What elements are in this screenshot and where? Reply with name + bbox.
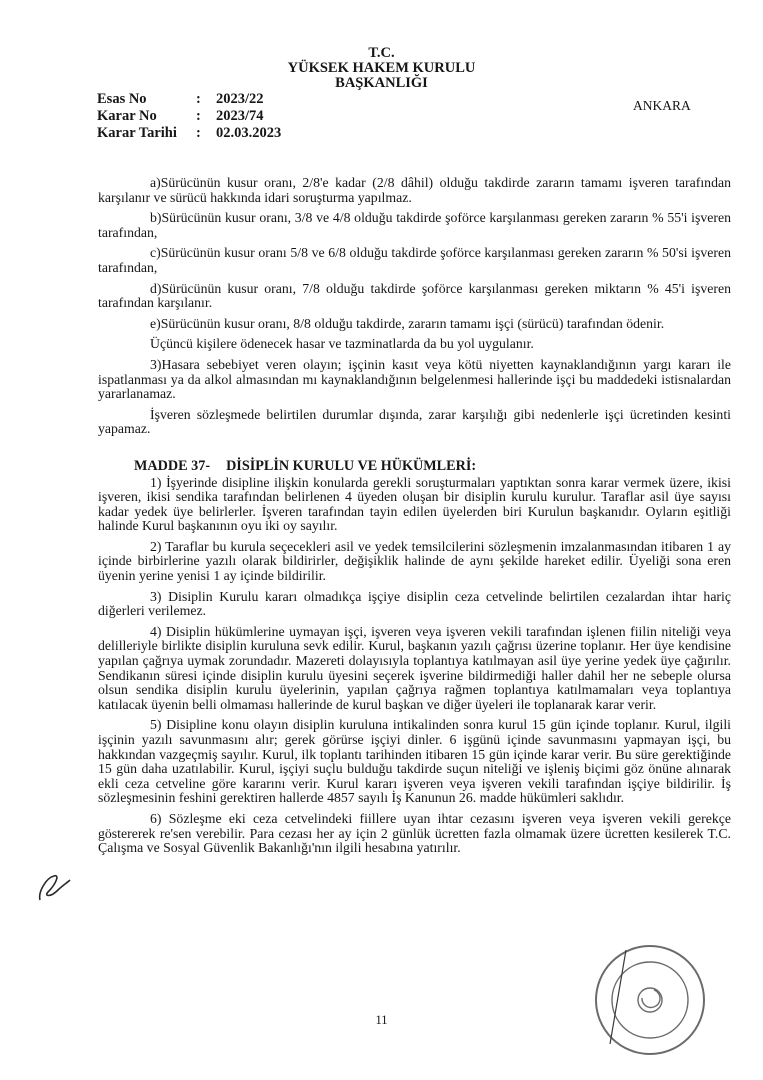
paragraph-driver-fault-a: a)Sürücünün kusur oranı, 2/8'e kadar (2/8 dâhil) olduğu takdirde zararın tamamı işveren tarafından karşılanır ve sürücü hakkında idari soruşturma yapılmaz. [98,175,731,205]
header-presidency: BAŞKANLIĞI [335,75,428,91]
decision-date-separator: : [196,125,201,141]
page-number: 11 [375,1013,388,1027]
case-info [97,91,281,142]
paragraph-article-2: 2) Taraflar bu kurula seçecekleri asil ve yedek temsilcilerini sözleşmenin imzalanmasından itibaren 1 ay içinde birbirlerine yazılı olarak bildirirler, değişiklik halinde de aynı şekilde hareket edilir. Üyeliği sona eren üyenin yerine yenisi 1 ay içinde bildirilir. [98,538,731,584]
paragraph-driver-fault-b: b)Sürücünün kusur oranı, 3/8 ve 4/8 olduğu takdirde şoförce karşılanması gereken zararın % 55'i işveren tarafından, [98,210,731,240]
decision-date-value: 02.03.2023 [216,125,282,141]
case-number-row [97,91,281,108]
paragraph-article-4: 4) Disiplin hükümlerine uymayan işçi, işveren veya işveren vekili tarafından işlenen fiilin niteliği veya delilleriyle birlikte disiplin kuruluna sevk edilir. Kurul, başkanın yazılı çağrısı üzerine toplanır. Her üye kendisine yapılan çağrıya uymak zorundadır. Mazereti dolayısıyla toplantıya katılmayan asil üye yerine yedek üye çağırılır. Sendikanın süresi içinde disiplin kurulu üyesini seçerek işverine bildirmediği haller dahil her ne sebeple olursa olsun sendika disiplin kurulu üyelerinin, yapılan çağrıya rağmen toplantıya katılmamaları veya toplantıya katılacak üyenin belli olmaması hallerinde de kurul başkan ve diğer üyeleri ile toplanarak karar verir. [98,623,731,712]
decision-number-value: 2023/74 [216,108,264,124]
paragraph-driver-fault-c: c)Sürücünün kusur oranı 5/8 ve 6/8 olduğu takdirde şoförce karşılanması gereken zararın % 50'si işveren tarafından, [98,245,731,275]
document-body [98,176,731,862]
article-number: MADDE 37- [134,457,211,474]
decision-number-label: Karar No [97,108,157,124]
article-title: DİSİPLİN KURULU VE HÜKÜMLERİ: [226,457,477,474]
case-number-value: 2023/22 [216,91,264,107]
city-label: ANKARA [633,98,691,113]
header-org-name: YÜKSEK HAKEM KURULU [287,60,476,76]
header-tc: T.C. [368,45,395,61]
paragraph-intent-exception: 3)Hasara sebebiyet veren olayın; işçinin kasıt veya kötü niyetten kaynaklandığının yargı kararı ile ispatlanması ya da alkol almasından mı kaynaklandığının belgelenmesi hallerinde işçi bu maddedeki istisnalardan yararlanamaz. [98,356,731,402]
paragraph-third-parties: Üçüncü kişilere ödenecek hasar ve tazminatlarda da bu yol uygulanır. [150,336,534,352]
decision-date-label: Karar Tarihi [97,125,177,141]
paragraph-article-6: 6) Sözleşme eki ceza cetvelindeki fiillere uyan ihtar cezasını işveren veya işveren vekili gerekçe göstererek re'sen verebilir. Para cezası her ay için 2 günlük ücretten fazla olmamak üzere ücretten kesilerek T.C. Çalışma ve Sosyal Güvenlik Bakanlığı'nın ilgili hesabına yatırılır. [98,810,731,856]
article-heading [134,459,731,474]
decision-number-separator: : [196,108,201,124]
paragraph-driver-fault-d: d)Sürücünün kusur oranı, 7/8 olduğu takdirde şoförce karşılanması gereken miktarın % 45'i işveren tarafından karşılanır. [98,280,731,311]
case-number-separator: : [196,91,201,107]
case-number-label: Esas No [97,91,147,107]
decision-number-row [97,108,281,125]
handwritten-initial [34,870,74,906]
paragraph-wage-deduction: İşveren sözleşmede belirtilen durumlar dışında, zarar karşılığı gibi nedenlerle işçi ücretinden kesinti yapamaz. [98,406,731,437]
decision-date-row [97,125,281,142]
official-seal-stamp [590,940,710,1060]
paragraph-article-5: 5) Disipline konu olayın disiplin kuruluna intikalinden sonra kurul 15 gün içinde toplanır. Kurul, ilgili işçinin yazılı savunmasını alır; gerek görürse işçiyi dinler. 6 işgünü içinde savunmasını yapmayan işçi, bu hakkından vazgeçmiş sayılır. Kurul, ilk toplantı tarihinden itibaren 15 gün içinde karar verir. Bu süre gerektiğinde 15 gün daha uzatılabilir. Kurul, işçiyi suçlu bulduğu takdirde suçun niteliği ve işleniş biçimi göz önüne alınarak ekli ceza cetveline göre kararını verir. Kurul kararı işveren veya işveren vekili tarafından işçiye bildirilir. İş sözleşmesinin feshini gerektiren hallerde 4857 sayılı İş Kanunun 26. madde hükümleri saklıdır. [98,717,731,806]
document-header [0,46,763,91]
paragraph-driver-fault-e: e)Sürücünün kusur oranı, 8/8 olduğu takdirde, zararın tamamı işçi (sürücü) tarafından ödenir. [150,315,665,331]
paragraph-article-3: 3) Disiplin Kurulu kararı olmadıkça işçiye disiplin ceza cetvelinde belirtilen cezalardan ihtar hariç diğerleri verilemez. [98,588,731,619]
paragraph-article-1: 1) İşyerinde disipline ilişkin konularda gerekli soruşturmaları yaptıktan sonra karar vermek üzere, ikisi işveren, ikisi sendika tarafından belirlenen 4 üyeden oluşan bir disiplin kurulu kurulur. Taraflar asil üye sayısı kadar yedek üye belirlerler. İşveren tarafından tayin edilen üyelerden biri Kurulun başkanıdır. Oyların eşitliği halinde Kurul başkanının oyu iki oy sayılır. [98,474,731,534]
